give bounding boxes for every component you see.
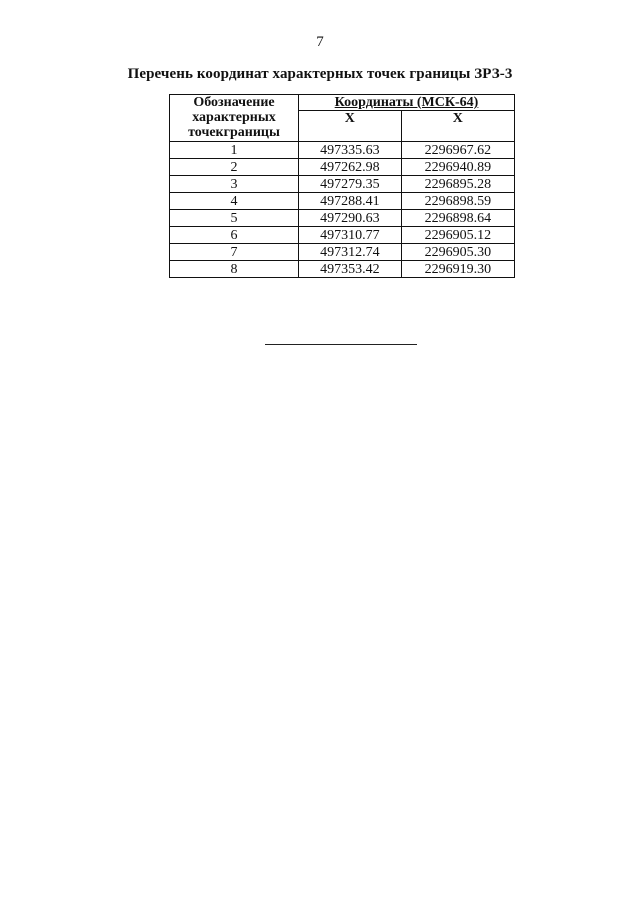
point-number: 4 [170,193,299,210]
coordinate-x: 497262.98 [299,159,402,176]
table-row [170,210,515,227]
table-row [170,244,515,261]
table-row [170,159,515,176]
coordinate-y: 2296898.64 [401,210,514,227]
point-number: 2 [170,159,299,176]
closing-rule-divider [265,344,417,345]
coordinate-y: 2296967.62 [401,142,514,159]
coordinate-x: 497290.63 [299,210,402,227]
coordinate-y: 2296898.59 [401,193,514,210]
header-coordinates: Координаты (МСК-64) [299,95,515,111]
coordinate-y: 2296905.30 [401,244,514,261]
header-point-designation: Обозначение характерных точекграницы [170,95,299,142]
page-number: 7 [316,34,324,50]
table-row [170,176,515,193]
table-row [170,193,515,210]
table-row [170,261,515,278]
coordinate-x: 497288.41 [299,193,402,210]
coordinate-y: 2296905.12 [401,227,514,244]
point-number: 1 [170,142,299,159]
coordinate-y: 2296919.30 [401,261,514,278]
coordinate-y: 2296895.28 [401,176,514,193]
point-number: 6 [170,227,299,244]
point-number: 3 [170,176,299,193]
table-row [170,227,515,244]
coordinate-x: 497335.63 [299,142,402,159]
coordinate-x: 497279.35 [299,176,402,193]
table-row [170,142,515,159]
point-number: 7 [170,244,299,261]
header-x-1: X [299,111,402,142]
coordinate-x: 497353.42 [299,261,402,278]
point-number: 5 [170,210,299,227]
coordinates-table [169,94,515,278]
header-x-2: X [401,111,514,142]
point-number: 8 [170,261,299,278]
coordinate-x: 497310.77 [299,227,402,244]
coordinate-y: 2296940.89 [401,159,514,176]
document-title: Перечень координат характерных точек границы ЗРЗ-3 [127,66,513,82]
coordinate-x: 497312.74 [299,244,402,261]
